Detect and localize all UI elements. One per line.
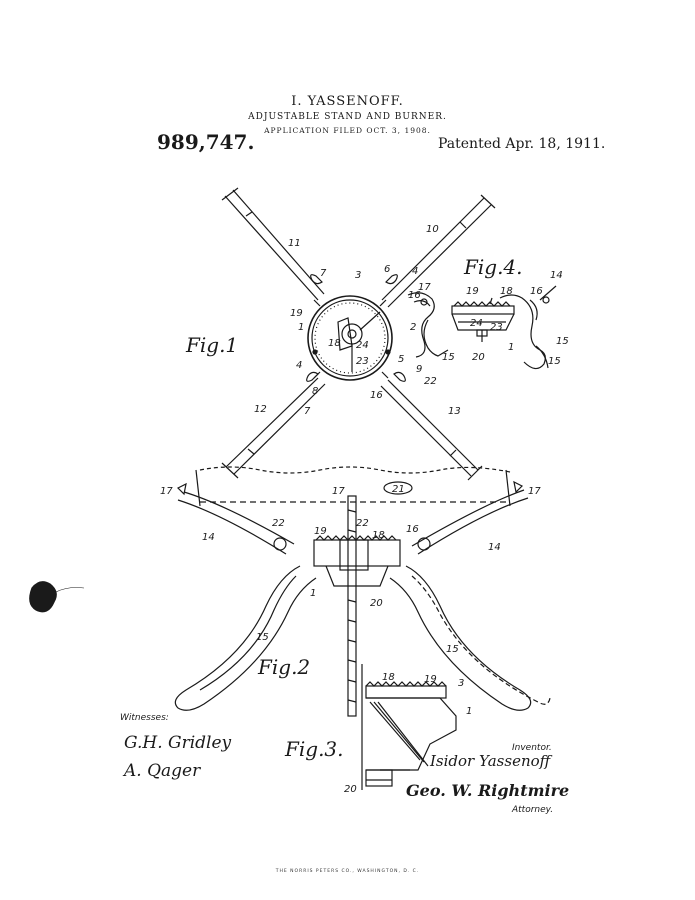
application-filed-line: APPLICATION FILED OCT. 3, 1908. (264, 126, 431, 135)
fig4-ref: 15 (556, 336, 569, 347)
fig1-ref: 24 (356, 340, 369, 351)
fig1-ref: 19 (290, 308, 303, 319)
fig1-ref: 4 (412, 266, 419, 277)
printer-imprint: THE NORRIS PETERS CO., WASHINGTON, D. C. (275, 869, 420, 874)
fig1-ref: 11 (288, 238, 301, 249)
fig2-ref: 20 (370, 598, 383, 609)
fig3-title: Fig.3. (285, 737, 344, 761)
fig4-ref: 16 (408, 290, 421, 301)
fig2-ref: 17 (528, 486, 541, 497)
patent-number: 989,747. (157, 130, 255, 154)
fig4-ref: 16 (530, 286, 543, 297)
fig2-title: Fig.2 (258, 655, 311, 679)
fig2-ref: 16 (406, 524, 419, 535)
patent-date: Patented Apr. 18, 1911. (438, 136, 606, 152)
fig1-ref: 8 (312, 386, 319, 397)
fig1-ref: 10 (426, 224, 439, 235)
fig1-ref: 5 (398, 354, 405, 365)
fig1-ref: 9 (416, 364, 423, 375)
fig3-ref: 3 (458, 678, 465, 689)
fig2-ref: 22 (356, 518, 369, 529)
fig1-title: Fig.1 (186, 333, 239, 357)
fig2-ref: 15 (256, 632, 269, 643)
fig3-detail-section (362, 664, 456, 790)
fig4-ref: 1 (508, 342, 515, 353)
fig2-ref: 18 (372, 530, 385, 541)
fig2-ref: 14 (202, 532, 215, 543)
fig3-ref: 18 (382, 672, 395, 683)
attorney-role-label: Attorney. (512, 805, 554, 815)
fig4-ref: 20 (472, 352, 485, 363)
fig4-ref: 18 (500, 286, 513, 297)
fig3-ref: 19 (424, 674, 437, 685)
fig4-ref: 17 (418, 282, 431, 293)
fig2-ref: 21 (392, 484, 405, 495)
fig4-ref: 14 (550, 270, 563, 281)
fig1-ref: 6 (384, 264, 391, 275)
fig2-ref: 1 (310, 588, 317, 599)
inventor-signature: Isidor Yassenoff (430, 752, 551, 770)
fig1-ref: 7 (304, 406, 311, 417)
patent-title: ADJUSTABLE STAND AND BURNER. (248, 112, 447, 122)
fig1-ref: 13 (448, 406, 461, 417)
fig1-ref: 3 (355, 270, 362, 281)
fig4-ref: 15 (548, 356, 561, 367)
fig3-ref: 1 (466, 706, 473, 717)
fig4-ref: 23 (490, 322, 503, 333)
fig2-ref: 19 (314, 526, 327, 537)
witness-signature: A. Qager (124, 761, 201, 781)
fig2-ref: 14 (488, 542, 501, 553)
fig2-ref: 22 (272, 518, 285, 529)
fig4-ref: 24 (470, 318, 483, 329)
attorney-signature: Geo. W. Rightmire (406, 781, 570, 800)
fig4-ref: 15 (442, 352, 455, 363)
fig4-title: Fig.4. (464, 255, 523, 279)
fig1-ref: 16 (370, 390, 383, 401)
fig1-ref: 23 (356, 356, 369, 367)
fig2-ref: 15 (446, 644, 459, 655)
fig1-ref: 12 (254, 404, 267, 415)
fig2-ref: 17 (160, 486, 173, 497)
fig1-ref: 1 (298, 322, 305, 333)
inventor-role-label: Inventor. (512, 743, 552, 753)
fig1-ref: 4 (296, 360, 303, 371)
fig3-ref: 20 (344, 784, 357, 795)
fig1-cross-stand (222, 188, 495, 480)
fig1-ref: 2 (410, 322, 417, 333)
fig2-elevation (175, 467, 550, 716)
fig1-ref: 7 (320, 268, 327, 279)
witnesses-label: Witnesses: (120, 713, 169, 723)
fig2-ref: 17 (332, 486, 345, 497)
inventor-name: I. YASSENOFF. (291, 94, 404, 109)
fig1-ref: 18 (328, 338, 341, 349)
witness-signature: G.H. Gridley (124, 733, 232, 753)
fig4-ref: 19 (466, 286, 479, 297)
fig1-ref: 22 (424, 376, 437, 387)
